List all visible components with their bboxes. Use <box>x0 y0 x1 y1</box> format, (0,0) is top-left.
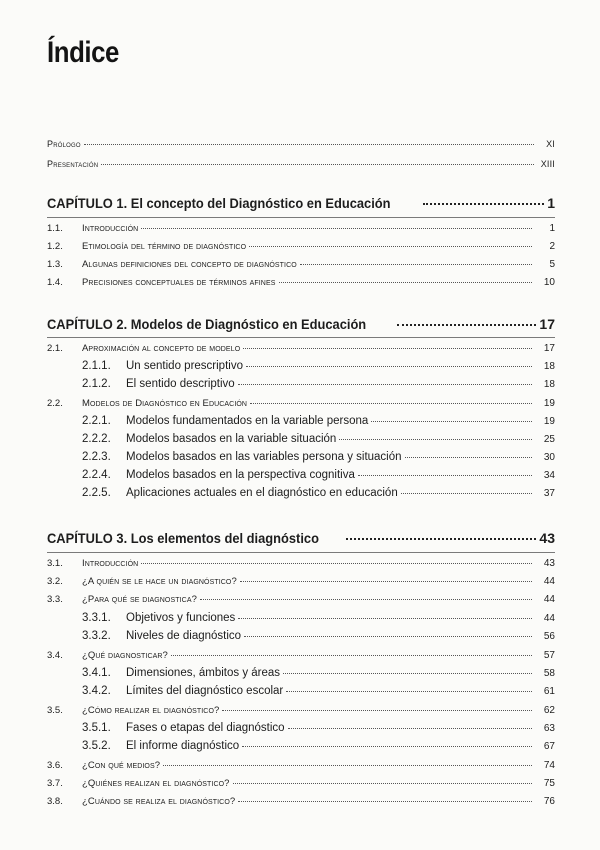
entry-title: El informe diagnóstico <box>126 740 240 752</box>
dot-leader <box>101 164 534 165</box>
front-matter-prologo <box>47 139 555 149</box>
entry-page: 2 <box>549 241 555 252</box>
entry-page: 56 <box>543 631 555 642</box>
entry-number: 3.1. <box>47 558 63 569</box>
entry-title: Aplicaciones actuales en el diagnóstico en educación <box>126 487 398 499</box>
toc-subentry <box>47 360 555 372</box>
chapter-page: 43 <box>539 530 555 546</box>
entry-title: Aproximación al concepto de modelo <box>82 343 241 354</box>
entry-number: 2.1. <box>47 343 63 354</box>
toc-entry <box>47 398 555 409</box>
entry-number: 2.2.2. <box>82 433 111 445</box>
dot-leader <box>286 691 532 692</box>
entry-title: Etimología del término de diagnóstico <box>82 241 247 252</box>
entry-number: 3.5. <box>47 705 63 716</box>
dot-leader <box>346 538 537 540</box>
dot-leader <box>200 599 532 600</box>
dot-leader <box>300 264 532 265</box>
front-matter-page: XIII <box>540 159 555 169</box>
entry-number: 2.1.1. <box>82 360 111 372</box>
toc-entry <box>47 241 555 252</box>
entry-title: ¿Cuándo se realiza el diagnóstico? <box>82 796 236 807</box>
dot-leader <box>246 366 532 367</box>
entry-number: 3.8. <box>47 796 63 807</box>
dot-leader <box>279 282 532 283</box>
chapter-title: CAPÍTULO 3. Los elementos del diagnóstico <box>47 530 319 546</box>
dot-leader <box>238 618 532 619</box>
entry-number: 2.2.1. <box>82 415 111 427</box>
entry-number: 3.6. <box>47 760 63 771</box>
entry-page: 44 <box>543 613 555 624</box>
entry-page: 75 <box>543 778 555 789</box>
dot-leader <box>358 475 532 476</box>
entry-title: Introducción <box>82 223 139 234</box>
entry-title: Modelos basados en la perspectiva cognitiva <box>126 469 355 481</box>
toc-subentry <box>47 433 555 445</box>
toc-subentry <box>47 487 555 499</box>
entry-page: 19 <box>543 416 555 427</box>
entry-page: 61 <box>543 686 555 697</box>
dot-leader <box>243 348 532 349</box>
front-matter-label: Prólogo <box>47 139 81 149</box>
entry-title: ¿Con qué medios? <box>82 760 161 771</box>
entry-title: Modelos basados en la variable situación <box>126 433 337 445</box>
entry-title: El sentido descriptivo <box>126 378 235 390</box>
entry-number: 3.4. <box>47 650 63 661</box>
entry-page: 62 <box>543 705 555 716</box>
entry-page: 34 <box>543 470 555 481</box>
entry-number: 2.2. <box>47 398 63 409</box>
dot-leader <box>141 563 532 564</box>
entry-number: 3.3.1. <box>82 612 111 624</box>
entry-title: ¿Quiénes realizan el diagnóstico? <box>82 778 230 789</box>
entry-title: Modelos de Diagnóstico en Educación <box>82 398 248 409</box>
entry-title: Precisiones conceptuales de términos afines <box>82 277 276 288</box>
dot-leader <box>288 728 532 729</box>
dot-leader <box>238 384 532 385</box>
entry-title: ¿Para qué se diagnostica? <box>82 594 197 605</box>
entry-title: Un sentido prescriptivo <box>126 360 243 372</box>
entry-page: 1 <box>549 223 555 234</box>
entry-page: 10 <box>543 277 555 288</box>
toc-subentry <box>47 722 555 734</box>
entry-number: 2.2.5. <box>82 487 111 499</box>
entry-page: 76 <box>543 796 555 807</box>
entry-number: 3.3. <box>47 594 63 605</box>
entry-page: 43 <box>543 558 555 569</box>
entry-title: Fases o etapas del diagnóstico <box>126 722 285 734</box>
toc-entry <box>47 705 555 716</box>
toc-subentry <box>47 415 555 427</box>
toc-entry <box>47 594 555 605</box>
dot-leader <box>163 765 532 766</box>
toc-subentry <box>47 740 555 752</box>
entry-number: 3.3.2. <box>82 630 111 642</box>
entry-number: 3.5.1. <box>82 722 111 734</box>
dot-leader <box>371 421 532 422</box>
dot-leader <box>250 403 532 404</box>
dot-leader <box>233 783 532 784</box>
chapter-title: CAPÍTULO 1. El concepto del Diagnóstico en Educación <box>47 195 391 211</box>
toc-entry <box>47 558 555 569</box>
toc-entry <box>47 760 555 771</box>
entry-title: Niveles de diagnóstico <box>126 630 242 642</box>
entry-number: 3.4.1. <box>82 667 111 679</box>
entry-title: Límites del diagnóstico escolar <box>126 685 284 697</box>
dot-leader <box>84 144 534 145</box>
entry-page: 44 <box>543 576 555 587</box>
entry-title: Algunas definiciones del concepto de diagnóstico <box>82 259 297 270</box>
toc-subentry <box>47 451 555 463</box>
entry-page: 63 <box>543 723 555 734</box>
entry-number: 1.3. <box>47 259 63 270</box>
entry-title: Dimensiones, ámbitos y áreas <box>126 667 281 679</box>
entry-page: 18 <box>543 379 555 390</box>
entry-page: 57 <box>543 650 555 661</box>
chapter-3-heading <box>47 530 555 546</box>
dot-leader <box>249 246 532 247</box>
toc-entry <box>47 259 555 270</box>
toc-subentry <box>47 685 555 697</box>
entry-number: 1.4. <box>47 277 63 288</box>
entry-title: ¿Qué diagnosticar? <box>82 650 168 661</box>
entry-number: 2.2.3. <box>82 451 111 463</box>
entry-number: 3.4.2. <box>82 685 111 697</box>
toc-subentry <box>47 667 555 679</box>
entry-title: ¿Cómo realizar el diagnóstico? <box>82 705 220 716</box>
dot-leader <box>401 493 532 494</box>
entry-title: Modelos fundamentados en la variable persona <box>126 415 369 427</box>
entry-title: ¿A quién se le hace un diagnóstico? <box>82 576 237 587</box>
toc-entry <box>47 796 555 807</box>
dot-leader <box>423 203 544 205</box>
front-matter-label: Presentación <box>47 159 99 169</box>
dot-leader <box>238 801 532 802</box>
entry-number: 2.1.2. <box>82 378 111 390</box>
entry-page: 67 <box>543 741 555 752</box>
dot-leader <box>405 457 532 458</box>
dot-leader <box>171 655 532 656</box>
chapter-1-heading <box>47 195 555 211</box>
toc-entry <box>47 576 555 587</box>
toc-entry <box>47 223 555 234</box>
toc-subentry <box>47 469 555 481</box>
front-matter-presentacion <box>47 159 555 169</box>
entry-number: 1.2. <box>47 241 63 252</box>
entry-page: 30 <box>543 452 555 463</box>
entry-number: 3.7. <box>47 778 63 789</box>
entry-page: 17 <box>543 343 555 354</box>
entry-page: 58 <box>543 668 555 679</box>
dot-leader <box>397 324 536 326</box>
entry-page: 5 <box>549 259 555 270</box>
toc-entry <box>47 343 555 354</box>
front-matter-page: XI <box>546 139 555 149</box>
entry-number: 2.2.4. <box>82 469 111 481</box>
toc-subentry <box>47 378 555 390</box>
toc-entry <box>47 650 555 661</box>
chapter-2-heading <box>47 316 555 332</box>
chapter-title: CAPÍTULO 2. Modelos de Diagnóstico en Educación <box>47 316 367 332</box>
toc-entry <box>47 277 555 288</box>
chapter-rule <box>47 552 555 553</box>
chapter-rule <box>47 337 555 338</box>
dot-leader <box>141 228 532 229</box>
toc-entry <box>47 778 555 789</box>
chapter-rule <box>47 217 555 218</box>
dot-leader <box>242 746 532 747</box>
entry-number: 1.1. <box>47 223 63 234</box>
chapter-page: 17 <box>539 316 555 332</box>
entry-number: 3.5.2. <box>82 740 111 752</box>
dot-leader <box>244 636 532 637</box>
dot-leader <box>283 673 532 674</box>
chapter-page: 1 <box>547 195 555 211</box>
toc-subentry <box>47 612 555 624</box>
entry-page: 44 <box>543 594 555 605</box>
entry-title: Objetivos y funciones <box>126 612 236 624</box>
page-title: Índice <box>47 36 119 69</box>
dot-leader <box>339 439 532 440</box>
entry-page: 37 <box>543 488 555 499</box>
dot-leader <box>222 710 532 711</box>
entry-page: 18 <box>543 361 555 372</box>
entry-page: 25 <box>543 434 555 445</box>
dot-leader <box>240 581 532 582</box>
toc-subentry <box>47 630 555 642</box>
entry-page: 19 <box>543 398 555 409</box>
entry-page: 74 <box>543 760 555 771</box>
entry-number: 3.2. <box>47 576 63 587</box>
entry-title: Modelos basados en las variables persona y situación <box>126 451 402 463</box>
entry-title: Introducción <box>82 558 139 569</box>
